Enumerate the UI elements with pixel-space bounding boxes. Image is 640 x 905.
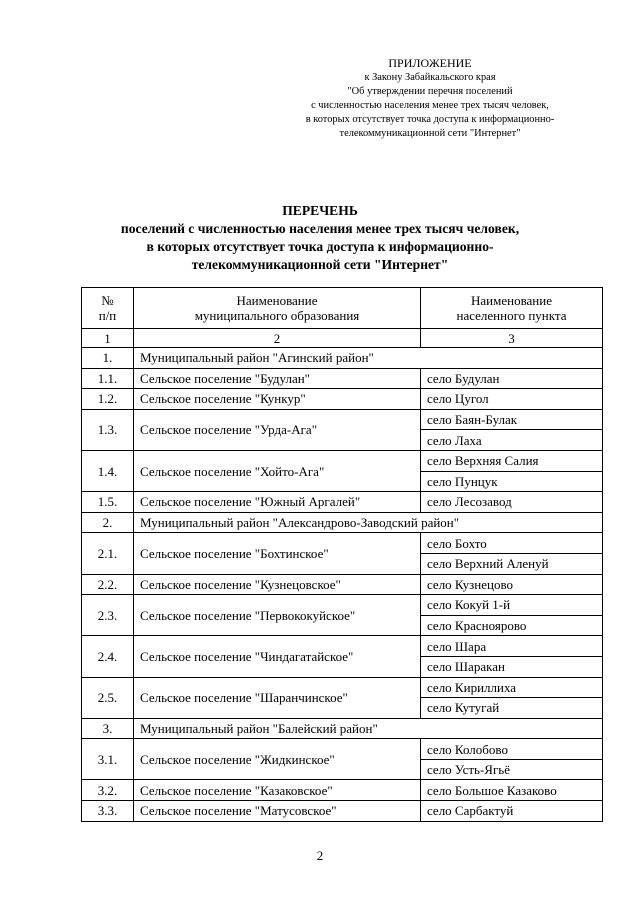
settlement-name: Сельское поселение "Матусовское" <box>134 801 421 822</box>
row-number: 2.4. <box>82 636 134 677</box>
locality-name: село Шаракан <box>421 656 603 677</box>
settlement-name: Сельское поселение "Хойто-Ага" <box>134 450 421 491</box>
row-number: 3.3. <box>82 801 134 822</box>
settlement-row <box>82 368 603 389</box>
header-number-line: п/п <box>98 308 117 323</box>
settlement-row <box>82 574 603 595</box>
row-number: 3.1. <box>82 739 134 780</box>
settlement-row <box>82 450 603 471</box>
settlement-row <box>82 595 603 616</box>
locality-name: село Пунцук <box>421 471 603 492</box>
row-number: 3. <box>82 718 134 739</box>
district-name: Муниципальный район "Александрово-Заводский район" <box>134 512 603 533</box>
header-locality <box>421 288 603 329</box>
row-number: 2. <box>82 512 134 533</box>
settlement-row <box>82 409 603 430</box>
locality-name: село Бохто <box>421 533 603 554</box>
title-heading: ПЕРЕЧЕНЬ <box>282 203 358 218</box>
locality-name: село Кокуй 1-й <box>421 595 603 616</box>
header-locality-line: Наименование <box>471 293 552 308</box>
district-name: Муниципальный район "Агинский район" <box>134 348 603 369</box>
settlement-name: Сельское поселение "Южный Аргалей" <box>134 492 421 513</box>
header-number-line: № <box>101 293 114 308</box>
locality-name: село Красноярово <box>421 615 603 636</box>
row-number: 1.4. <box>82 450 134 491</box>
locality-name: село Кузнецово <box>421 574 603 595</box>
header-municipality-line: муниципального образования <box>194 308 360 323</box>
settlement-row <box>82 801 603 822</box>
settlement-row <box>82 677 603 698</box>
row-number: 2.5. <box>82 677 134 718</box>
locality-name: село Баян-Булак <box>421 409 603 430</box>
settlement-row <box>82 492 603 513</box>
column-number: 1 <box>82 329 134 348</box>
header-number <box>82 288 134 329</box>
district-row <box>82 348 603 369</box>
settlement-row <box>82 636 603 657</box>
column-number: 2 <box>134 329 421 348</box>
title-line: телекоммуникационной сети "Интернет" <box>191 257 449 272</box>
row-number: 1.5. <box>82 492 134 513</box>
row-number: 2.3. <box>82 595 134 636</box>
settlement-row <box>82 389 603 410</box>
title-line: поселений с численностью населения менее трех тысяч человек, <box>120 221 520 236</box>
settlements-table <box>81 287 603 822</box>
settlement-name: Сельское поселение "Кункур" <box>134 389 421 410</box>
title-line: в которых отсутствует точка доступа к информационно- <box>146 239 494 254</box>
table-header-row <box>82 288 603 329</box>
appendix-line: телекоммуникационной сети "Интернет" <box>339 128 521 139</box>
locality-name: село Верхняя Салия <box>421 450 603 471</box>
settlement-name: Сельское поселение "Бохтинское" <box>134 533 421 574</box>
locality-name: село Верхний Аленуй <box>421 553 603 574</box>
row-number: 1.2. <box>82 389 134 410</box>
locality-name: село Большое Казаково <box>421 780 603 801</box>
column-number: 3 <box>421 329 603 348</box>
appendix-line: "Об утверждении перечня поселений <box>347 86 513 97</box>
locality-name: село Цугол <box>421 389 603 410</box>
appendix-heading: ПРИЛОЖЕНИЕ <box>388 56 472 70</box>
appendix-line: к Закону Забайкальского края <box>364 72 496 83</box>
settlement-row <box>82 533 603 554</box>
document-title <box>80 202 560 274</box>
row-number: 1. <box>82 348 134 369</box>
row-number: 1.1. <box>82 368 134 389</box>
settlement-name: Сельское поселение "Будулан" <box>134 368 421 389</box>
appendix-line: в которых отсутствует точка доступа к информационно- <box>305 114 555 125</box>
settlement-row <box>82 780 603 801</box>
district-row <box>82 512 603 533</box>
column-number-row <box>82 329 603 348</box>
settlement-name: Сельское поселение "Жидкинское" <box>134 739 421 780</box>
header-municipality-line: Наименование <box>236 293 318 308</box>
locality-name: село Усть-Ягьё <box>421 759 603 780</box>
appendix-block <box>260 56 600 141</box>
settlement-name: Сельское поселение "Чиндагатайское" <box>134 636 421 677</box>
locality-name: село Будулан <box>421 368 603 389</box>
row-number: 3.2. <box>82 780 134 801</box>
settlement-name: Сельское поселение "Шаранчинское" <box>134 677 421 718</box>
row-number: 2.2. <box>82 574 134 595</box>
district-row <box>82 718 603 739</box>
locality-name: село Кириллиха <box>421 677 603 698</box>
appendix-line: с численностью населения менее трех тысяч человек, <box>311 100 549 111</box>
locality-name: село Лаха <box>421 430 603 451</box>
settlement-name: Сельское поселение "Казаковское" <box>134 780 421 801</box>
row-number: 2.1. <box>82 533 134 574</box>
settlement-name: Сельское поселение "Кузнецовское" <box>134 574 421 595</box>
header-municipality <box>134 288 421 329</box>
district-name: Муниципальный район "Балейский район" <box>134 718 603 739</box>
row-number: 1.3. <box>82 409 134 450</box>
locality-name: село Кутугай <box>421 698 603 719</box>
locality-name: село Колобово <box>421 739 603 760</box>
header-locality-line: населенного пункта <box>456 308 567 323</box>
locality-name: село Лесозавод <box>421 492 603 513</box>
settlement-name: Сельское поселение "Первококуйское" <box>134 595 421 636</box>
locality-name: село Сарбактуй <box>421 801 603 822</box>
locality-name: село Шара <box>421 636 603 657</box>
settlement-row <box>82 739 603 760</box>
settlement-name: Сельское поселение "Урда-Ага" <box>134 409 421 450</box>
page-number: 2 <box>316 848 324 863</box>
